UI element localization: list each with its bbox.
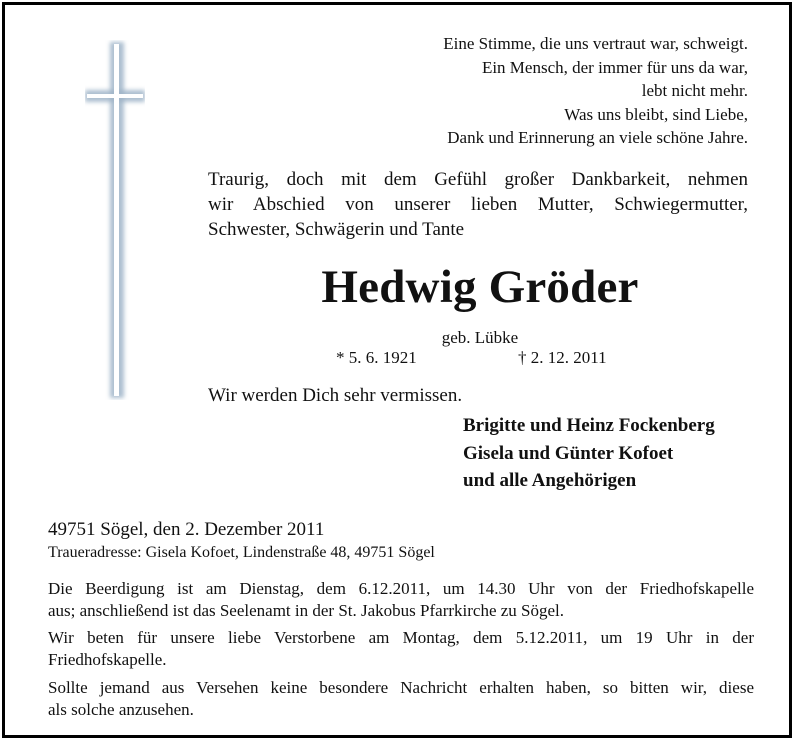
paragraph-line: Wir beten für unsere liebe Verstorbene am Montag, dem 5.12.2011, um 19 Uhr in der	[48, 628, 754, 647]
notice-paragraph	[48, 677, 754, 721]
intro-text	[208, 167, 748, 242]
paragraph-line: als solche anzusehen.	[48, 700, 194, 719]
poem-line: Ein Mensch, der immer für uns da war,	[481, 57, 748, 77]
paragraph-line: Sollte jemand aus Versehen keine besondere Nachricht erhalten haben, so bitten wir, diese	[48, 678, 754, 697]
poem-line: Eine Stimme, die uns vertraut war, schweigt.	[443, 34, 748, 53]
poem-line: Dank und Erinnerung an viele schöne Jahre.	[447, 128, 748, 147]
mourning-address: Traueradresse: Gisela Kofoet, Lindenstraße 48, 49751 Sögel	[48, 544, 435, 561]
death-date: † 2. 12. 2011	[518, 348, 607, 367]
closing-line: Wir werden Dich sehr vermissen.	[208, 385, 463, 406]
paragraph-line: Friedhofskapelle.	[48, 650, 167, 669]
intro-line: Schwester, Schwägerin und Tante	[208, 219, 465, 240]
prayer-paragraph	[48, 627, 754, 671]
deceased-name: Hedwig Gröder	[321, 261, 639, 313]
family-signature	[463, 412, 715, 495]
paragraph-line: aus; anschließend ist das Seelenamt in der St. Jakobus Pfarrkirche zu Sögel.	[48, 601, 565, 620]
place-date: 49751 Sögel, den 2. Dezember 2011	[48, 519, 325, 540]
family-line: und alle Angehörigen	[463, 470, 637, 491]
family-line: Gisela und Günter Kofoet	[463, 442, 674, 464]
funeral-paragraph	[48, 578, 754, 622]
intro-line: wir Abschied von unserer lieben Mutter, Schwiegermutter,	[208, 194, 748, 215]
paragraph-line: Die Beerdigung ist am Dienstag, dem 6.12.2011, um 14.30 Uhr von der Friedhofskapelle	[48, 579, 754, 598]
birth-date: * 5. 6. 1921	[336, 348, 417, 367]
birth-name: geb. Lübke	[441, 328, 519, 347]
intro-line: Traurig, doch mit dem Gefühl großer Dankbarkeit, nehmen	[208, 169, 748, 190]
family-line: Brigitte und Heinz Fockenberg	[463, 415, 715, 436]
poem	[443, 32, 748, 150]
poem-line: lebt nicht mehr.	[641, 81, 748, 100]
cross-icon	[85, 40, 145, 400]
poem-line: Was uns bleibt, sind Liebe,	[564, 104, 748, 124]
